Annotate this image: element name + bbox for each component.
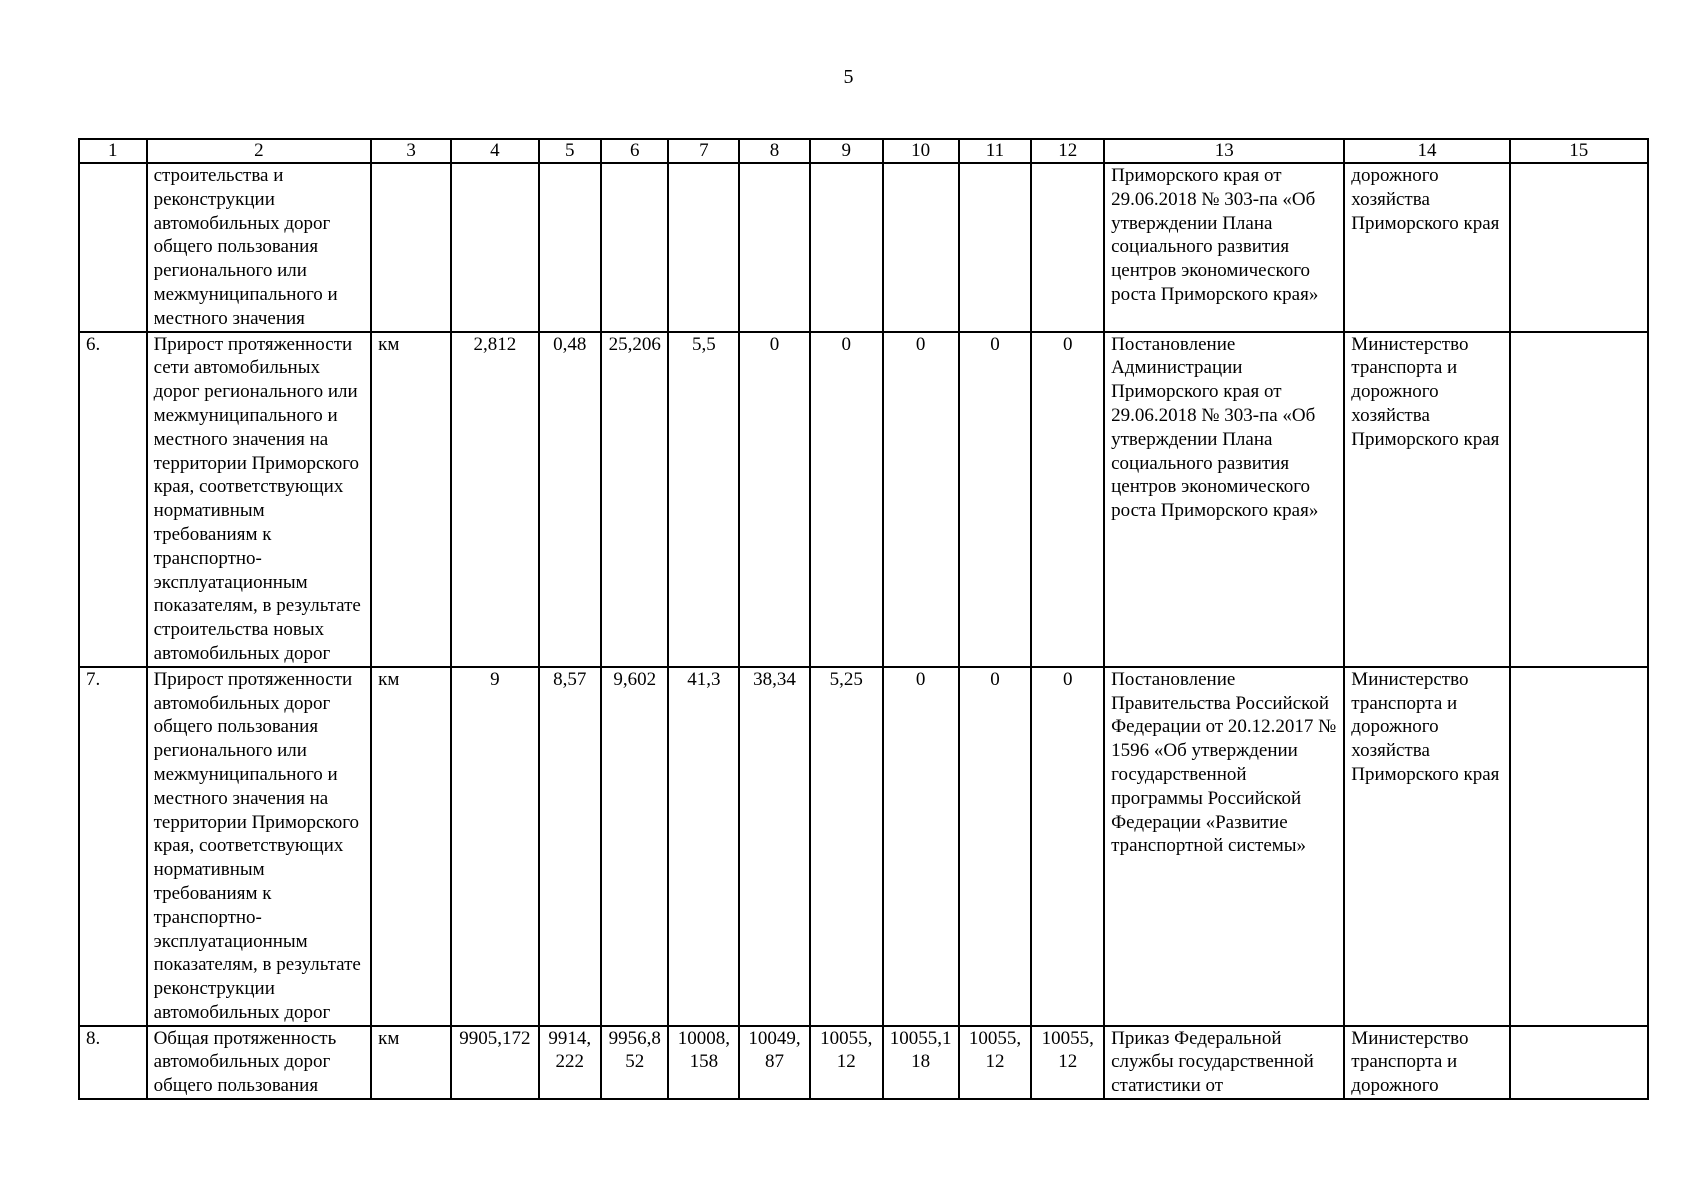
header-cell: 5	[539, 139, 601, 163]
table-row	[79, 163, 1648, 332]
indicator-name: строительства и реконструкции автомобильных дорог общего пользования регионального или межмуниципального и местного значения	[147, 163, 372, 332]
row-index: 6.	[79, 332, 147, 667]
value-cell	[810, 163, 883, 332]
unit-cell: км	[371, 1026, 451, 1099]
header-cell: 1	[79, 139, 147, 163]
header-row	[79, 139, 1648, 163]
unit-cell: км	[371, 667, 451, 1026]
header-cell: 14	[1344, 139, 1509, 163]
source-document: Приказ Федеральной службы государственной статистики от	[1104, 1026, 1344, 1099]
value-cell: 9914,222	[539, 1026, 601, 1099]
header-cell: 3	[371, 139, 451, 163]
value-cell: 9956,852	[601, 1026, 669, 1099]
indicators-table	[78, 138, 1649, 1100]
source-document: Постановление Правительства Российской Федерации от 20.12.2017 № 1596 «Об утверждении государственной программы Российской Федерации «Развитие транспортной системы»	[1104, 667, 1344, 1026]
source-document: Приморского края от 29.06.2018 № 303-па «Об утверждении Плана социального развития центров экономического роста Приморского края»	[1104, 163, 1344, 332]
responsible-executor: Министерство транспорта и дорожного хозяйства Приморского края	[1344, 332, 1509, 667]
value-cell	[739, 163, 810, 332]
value-cell: 0	[739, 332, 810, 667]
note-cell	[1510, 667, 1648, 1026]
value-cell: 9,602	[601, 667, 669, 1026]
value-cell: 0	[883, 667, 959, 1026]
value-cell: 9	[451, 667, 538, 1026]
value-cell: 10008,158	[668, 1026, 739, 1099]
header-cell: 2	[147, 139, 372, 163]
indicator-name: Прирост протяженности сети автомобильных дорог регионального или межмуниципального и местного значения на территории Приморского края, соответствующих нормативным требованиям к транспортно-эксплуатационным показателям, в результате строительства новых автомобильных дорог	[147, 332, 372, 667]
value-cell	[1031, 163, 1104, 332]
value-cell: 2,812	[451, 332, 538, 667]
value-cell	[959, 163, 1032, 332]
value-cell: 10055,12	[810, 1026, 883, 1099]
value-cell	[539, 163, 601, 332]
indicator-name: Общая протяженность автомобильных дорог общего пользования	[147, 1026, 372, 1099]
table-row	[79, 332, 1648, 667]
value-cell: 9905,172	[451, 1026, 538, 1099]
header-cell: 12	[1031, 139, 1104, 163]
value-cell: 5,5	[668, 332, 739, 667]
unit-cell	[371, 163, 451, 332]
value-cell	[601, 163, 669, 332]
table-row	[79, 667, 1648, 1026]
value-cell: 0	[883, 332, 959, 667]
value-cell: 0	[959, 332, 1032, 667]
responsible-executor: Министерство транспорта и дорожного хозяйства Приморского края	[1344, 667, 1509, 1026]
table-row	[79, 1026, 1648, 1099]
header-cell: 11	[959, 139, 1032, 163]
value-cell: 8,57	[539, 667, 601, 1026]
value-cell: 10055,12	[959, 1026, 1032, 1099]
header-cell: 10	[883, 139, 959, 163]
page-number: 5	[843, 66, 854, 88]
note-cell	[1510, 163, 1648, 332]
value-cell	[883, 163, 959, 332]
indicator-name: Прирост протяженности автомобильных дорог общего пользования регионального или межмуниципального и местного значения на территории Приморского края, соответствующих нормативным требованиям к транспортно-эксплуатационным показателям, в результате реконструкции автомобильных дорог	[147, 667, 372, 1026]
value-cell: 0,48	[539, 332, 601, 667]
header-cell: 4	[451, 139, 538, 163]
value-cell: 0	[1031, 332, 1104, 667]
header-cell: 13	[1104, 139, 1344, 163]
value-cell: 10055,118	[883, 1026, 959, 1099]
responsible-executor: дорожного хозяйства Приморского края	[1344, 163, 1509, 332]
value-cell: 38,34	[739, 667, 810, 1026]
header-cell: 8	[739, 139, 810, 163]
value-cell: 5,25	[810, 667, 883, 1026]
row-index: 7.	[79, 667, 147, 1026]
header-cell: 9	[810, 139, 883, 163]
value-cell: 10055,12	[1031, 1026, 1104, 1099]
header-cell: 6	[601, 139, 669, 163]
value-cell: 0	[1031, 667, 1104, 1026]
header-cell: 15	[1510, 139, 1648, 163]
note-cell	[1510, 332, 1648, 667]
value-cell: 41,3	[668, 667, 739, 1026]
value-cell: 10049,87	[739, 1026, 810, 1099]
responsible-executor: Министерство транспорта и дорожного	[1344, 1026, 1509, 1099]
value-cell: 0	[959, 667, 1032, 1026]
value-cell: 0	[810, 332, 883, 667]
value-cell: 25,206	[601, 332, 669, 667]
source-document: Постановление Администрации Приморского края от 29.06.2018 № 303-па «Об утверждении Плана социального развития центров экономического роста Приморского края»	[1104, 332, 1344, 667]
unit-cell: км	[371, 332, 451, 667]
value-cell	[668, 163, 739, 332]
header-cell: 7	[668, 139, 739, 163]
row-index: 8.	[79, 1026, 147, 1099]
row-index	[79, 163, 147, 332]
value-cell	[451, 163, 538, 332]
note-cell	[1510, 1026, 1648, 1099]
